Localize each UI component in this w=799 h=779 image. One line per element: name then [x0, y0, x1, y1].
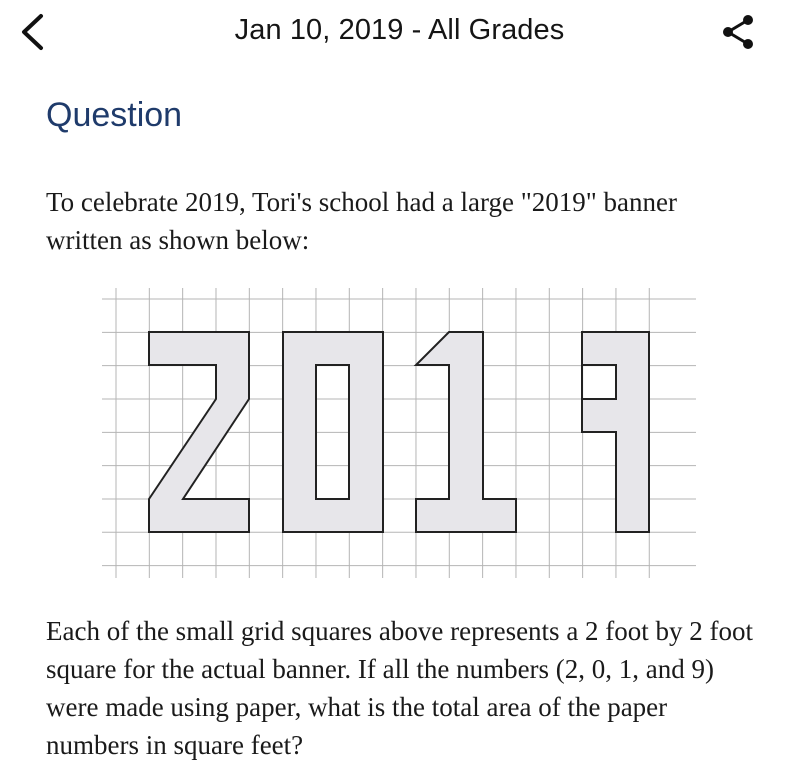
top-bar — [0, 0, 799, 70]
question-body-text: Each of the small grid squares above represents a 2 foot by 2 foot square for the actual banner. If all the numbers (2, 0, 1, and 9) were made using paper, what is the total area of the paper numbers in square feet? — [46, 616, 754, 760]
banner-grid-figure — [100, 288, 700, 580]
share-icon — [718, 12, 758, 52]
share-button[interactable] — [718, 12, 758, 52]
question-intro-text: To celebrate 2019, Tori's school had a large "2019" banner written as shown below: — [46, 187, 677, 255]
page-title: Jan 10, 2019 - All Grades — [234, 14, 565, 46]
section-heading: Question — [46, 96, 183, 134]
digit-nine — [582, 332, 649, 532]
